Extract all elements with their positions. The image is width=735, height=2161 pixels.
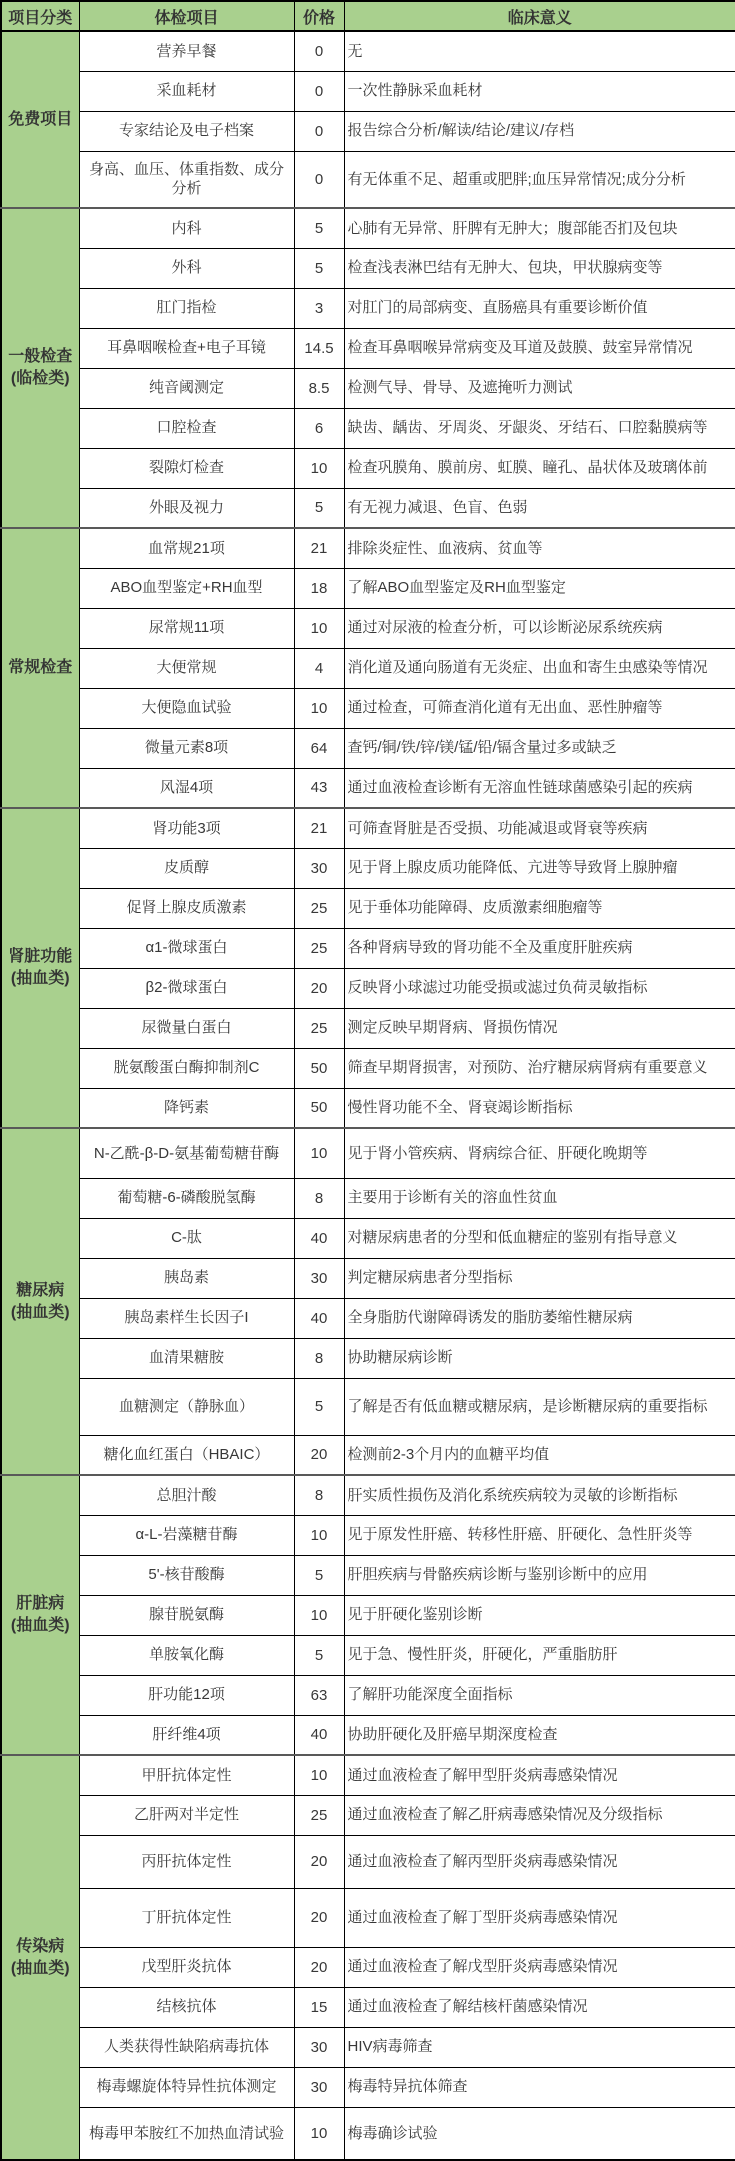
table-row bbox=[1, 1795, 735, 1835]
significance-cell: 消化道及通向肠道有无炎症、出血和寄生虫感染等情况 bbox=[344, 648, 735, 688]
table-row bbox=[1, 408, 735, 448]
price-cell: 8.5 bbox=[294, 368, 344, 408]
price-cell: 15 bbox=[294, 1987, 344, 2027]
significance-cell: 筛查早期肾损害，对预防、治疗糖尿病肾病有重要意义 bbox=[344, 1048, 735, 1088]
price-cell: 18 bbox=[294, 568, 344, 608]
price-cell: 5 bbox=[294, 208, 344, 248]
category-cell: 肾脏功能(抽血类) bbox=[1, 808, 79, 1128]
price-cell: 30 bbox=[294, 2067, 344, 2107]
significance-cell: 通过血液检查诊断有无溶血性链球菌感染引起的疾病 bbox=[344, 768, 735, 808]
table-row bbox=[1, 688, 735, 728]
price-cell: 4 bbox=[294, 648, 344, 688]
table-row bbox=[1, 1888, 735, 1947]
column-header-significance: 临床意义 bbox=[344, 1, 735, 31]
item-name-cell: 人类获得性缺陷病毒抗体 bbox=[79, 2027, 294, 2067]
significance-cell: 慢性肾功能不全、肾衰竭诊断指标 bbox=[344, 1088, 735, 1128]
price-cell: 0 bbox=[294, 71, 344, 111]
item-name-cell: 胰岛素 bbox=[79, 1258, 294, 1298]
significance-cell: 肝实质性损伤及消化系统疾病较为灵敏的诊断指标 bbox=[344, 1475, 735, 1515]
significance-cell: 对糖尿病患者的分型和低血糖症的鉴别有指导意义 bbox=[344, 1218, 735, 1258]
price-cell: 30 bbox=[294, 2027, 344, 2067]
item-name-cell: 外眼及视力 bbox=[79, 488, 294, 528]
significance-cell: 见于肾小管疾病、肾病综合征、肝硬化晚期等 bbox=[344, 1128, 735, 1178]
price-cell: 5 bbox=[294, 488, 344, 528]
item-name-cell: N-乙酰-β-D-氨基葡萄糖苷酶 bbox=[79, 1128, 294, 1178]
item-name-cell: 身高、血压、体重指数、成分分析 bbox=[79, 151, 294, 208]
significance-cell: 了解是否有低血糖或糖尿病，是诊断糖尿病的重要指标 bbox=[344, 1378, 735, 1435]
item-name-cell: 降钙素 bbox=[79, 1088, 294, 1128]
price-cell: 10 bbox=[294, 1755, 344, 1795]
significance-cell: HIV病毒筛查 bbox=[344, 2027, 735, 2067]
table-row bbox=[1, 1088, 735, 1128]
table-row bbox=[1, 1008, 735, 1048]
table-row bbox=[1, 151, 735, 208]
item-name-cell: 大便常规 bbox=[79, 648, 294, 688]
table-row bbox=[1, 288, 735, 328]
significance-cell: 主要用于诊断有关的溶血性贫血 bbox=[344, 1178, 735, 1218]
category-cell: 常规检查 bbox=[1, 528, 79, 808]
item-name-cell: 总胆汁酸 bbox=[79, 1475, 294, 1515]
price-cell: 10 bbox=[294, 688, 344, 728]
table-row bbox=[1, 1128, 735, 1178]
table-row bbox=[1, 568, 735, 608]
table-row bbox=[1, 71, 735, 111]
significance-cell: 报告综合分析/解读/结论/建议/存档 bbox=[344, 111, 735, 151]
table-row bbox=[1, 31, 735, 71]
significance-cell: 检查浅表淋巴结有无肿大、包块，甲状腺病变等 bbox=[344, 248, 735, 288]
table-row bbox=[1, 848, 735, 888]
table-row bbox=[1, 808, 735, 848]
price-cell: 0 bbox=[294, 151, 344, 208]
table-row bbox=[1, 208, 735, 248]
table-row bbox=[1, 2027, 735, 2067]
price-cell: 5 bbox=[294, 1555, 344, 1595]
price-cell: 0 bbox=[294, 31, 344, 71]
item-name-cell: 尿常规11项 bbox=[79, 608, 294, 648]
significance-cell: 见于急、慢性肝炎，肝硬化，严重脂肪肝 bbox=[344, 1635, 735, 1675]
item-name-cell: 外科 bbox=[79, 248, 294, 288]
significance-cell: 通过血液检查了解甲型肝炎病毒感染情况 bbox=[344, 1755, 735, 1795]
item-name-cell: 肝纤维4项 bbox=[79, 1715, 294, 1755]
price-cell: 50 bbox=[294, 1088, 344, 1128]
price-cell: 3 bbox=[294, 288, 344, 328]
price-cell: 50 bbox=[294, 1048, 344, 1088]
price-cell: 14.5 bbox=[294, 328, 344, 368]
table-row bbox=[1, 1435, 735, 1475]
price-cell: 25 bbox=[294, 1008, 344, 1048]
significance-cell: 测定反映早期肾病、肾损伤情况 bbox=[344, 1008, 735, 1048]
item-name-cell: 甲肝抗体定性 bbox=[79, 1755, 294, 1795]
item-name-cell: 丙肝抗体定性 bbox=[79, 1835, 294, 1888]
item-name-cell: 单胺氧化酶 bbox=[79, 1635, 294, 1675]
item-name-cell: 5'-核苷酸酶 bbox=[79, 1555, 294, 1595]
category-cell: 糖尿病(抽血类) bbox=[1, 1128, 79, 1475]
price-cell: 40 bbox=[294, 1298, 344, 1338]
price-cell: 40 bbox=[294, 1218, 344, 1258]
price-cell: 10 bbox=[294, 1515, 344, 1555]
category-cell: 免费项目 bbox=[1, 31, 79, 208]
category-cell: 一般检查(临检类) bbox=[1, 208, 79, 528]
item-name-cell: 尿微量白蛋白 bbox=[79, 1008, 294, 1048]
significance-cell: 有无视力减退、色盲、色弱 bbox=[344, 488, 735, 528]
significance-cell: 见于垂体功能障碍、皮质激素细胞瘤等 bbox=[344, 888, 735, 928]
table-row bbox=[1, 1048, 735, 1088]
significance-cell: 检查巩膜角、膜前房、虹膜、瞳孔、晶状体及玻璃体前 bbox=[344, 448, 735, 488]
item-name-cell: 乙肝两对半定性 bbox=[79, 1795, 294, 1835]
table-row bbox=[1, 111, 735, 151]
item-name-cell: 肛门指检 bbox=[79, 288, 294, 328]
table-row bbox=[1, 1947, 735, 1987]
table-row bbox=[1, 1515, 735, 1555]
table-row bbox=[1, 1987, 735, 2027]
price-cell: 6 bbox=[294, 408, 344, 448]
significance-cell: 了解肝功能深度全面指标 bbox=[344, 1675, 735, 1715]
price-cell: 20 bbox=[294, 1947, 344, 1987]
table-row bbox=[1, 728, 735, 768]
table-row bbox=[1, 968, 735, 1008]
item-name-cell: ABO血型鉴定+RH血型 bbox=[79, 568, 294, 608]
table-row bbox=[1, 1378, 735, 1435]
item-name-cell: 促肾上腺皮质激素 bbox=[79, 888, 294, 928]
price-cell: 10 bbox=[294, 608, 344, 648]
table-row bbox=[1, 328, 735, 368]
item-name-cell: 裂隙灯检查 bbox=[79, 448, 294, 488]
price-cell: 30 bbox=[294, 848, 344, 888]
item-name-cell: C-肽 bbox=[79, 1218, 294, 1258]
significance-cell: 判定糖尿病患者分型指标 bbox=[344, 1258, 735, 1298]
price-cell: 30 bbox=[294, 1258, 344, 1298]
significance-cell: 各种肾病导致的肾功能不全及重度肝脏疾病 bbox=[344, 928, 735, 968]
item-name-cell: 微量元素8项 bbox=[79, 728, 294, 768]
table-row bbox=[1, 1675, 735, 1715]
significance-cell: 肝胆疾病与骨骼疾病诊断与鉴别诊断中的应用 bbox=[344, 1555, 735, 1595]
price-cell: 8 bbox=[294, 1338, 344, 1378]
table-row bbox=[1, 2067, 735, 2107]
item-name-cell: 丁肝抗体定性 bbox=[79, 1888, 294, 1947]
price-cell: 10 bbox=[294, 1595, 344, 1635]
column-header-price: 价格 bbox=[294, 1, 344, 31]
item-name-cell: 血常规21项 bbox=[79, 528, 294, 568]
significance-cell: 通过血液检查了解结核杆菌感染情况 bbox=[344, 1987, 735, 2027]
item-name-cell: 梅毒甲苯胺红不加热血清试验 bbox=[79, 2107, 294, 2160]
significance-cell: 通过血液检查了解丁型肝炎病毒感染情况 bbox=[344, 1888, 735, 1947]
price-cell: 8 bbox=[294, 1178, 344, 1218]
significance-cell: 通过血液检查了解丙型肝炎病毒感染情况 bbox=[344, 1835, 735, 1888]
table-row bbox=[1, 1635, 735, 1675]
item-name-cell: 风湿4项 bbox=[79, 768, 294, 808]
item-name-cell: 腺苷脱氨酶 bbox=[79, 1595, 294, 1635]
table-row bbox=[1, 488, 735, 528]
price-cell: 20 bbox=[294, 1888, 344, 1947]
significance-cell: 反映肾小球滤过功能受损或滤过负荷灵敏指标 bbox=[344, 968, 735, 1008]
item-name-cell: 耳鼻咽喉检查+电子耳镜 bbox=[79, 328, 294, 368]
significance-cell: 通过血液检查了解乙肝病毒感染情况及分级指标 bbox=[344, 1795, 735, 1835]
item-name-cell: 胱氨酸蛋白酶抑制剂C bbox=[79, 1048, 294, 1088]
item-name-cell: 内科 bbox=[79, 208, 294, 248]
table-row bbox=[1, 1178, 735, 1218]
table-row bbox=[1, 368, 735, 408]
column-header-category: 项目分类 bbox=[1, 1, 79, 31]
significance-cell: 有无体重不足、超重或肥胖;血压异常情况;成分分析 bbox=[344, 151, 735, 208]
table-row bbox=[1, 1595, 735, 1635]
table-row bbox=[1, 1835, 735, 1888]
column-header-item: 体检项目 bbox=[79, 1, 294, 31]
significance-cell: 查钙/铜/铁/锌/镁/锰/铅/镉含量过多或缺乏 bbox=[344, 728, 735, 768]
table-row bbox=[1, 448, 735, 488]
header-row bbox=[1, 1, 735, 31]
price-cell: 20 bbox=[294, 1835, 344, 1888]
item-name-cell: 皮质醇 bbox=[79, 848, 294, 888]
table-row bbox=[1, 768, 735, 808]
significance-cell: 通过对尿液的检查分析，可以诊断泌尿系统疾病 bbox=[344, 608, 735, 648]
price-cell: 25 bbox=[294, 888, 344, 928]
price-cell: 21 bbox=[294, 528, 344, 568]
item-name-cell: 大便隐血试验 bbox=[79, 688, 294, 728]
price-cell: 10 bbox=[294, 448, 344, 488]
significance-cell: 缺齿、龋齿、牙周炎、牙龈炎、牙结石、口腔黏膜病等 bbox=[344, 408, 735, 448]
item-name-cell: 纯音阈测定 bbox=[79, 368, 294, 408]
significance-cell: 检测气导、骨导、及遮掩听力测试 bbox=[344, 368, 735, 408]
price-cell: 0 bbox=[294, 111, 344, 151]
significance-cell: 通过血液检查了解戊型肝炎病毒感染情况 bbox=[344, 1947, 735, 1987]
significance-cell: 通过检查，可筛查消化道有无出血、恶性肿瘤等 bbox=[344, 688, 735, 728]
price-cell: 40 bbox=[294, 1715, 344, 1755]
table-row bbox=[1, 608, 735, 648]
significance-cell: 排除炎症性、血液病、贫血等 bbox=[344, 528, 735, 568]
item-name-cell: 葡萄糖-6-磷酸脱氢酶 bbox=[79, 1178, 294, 1218]
significance-cell: 梅毒特异抗体筛查 bbox=[344, 2067, 735, 2107]
price-cell: 5 bbox=[294, 1635, 344, 1675]
significance-cell: 协助糖尿病诊断 bbox=[344, 1338, 735, 1378]
table-row bbox=[1, 1715, 735, 1755]
item-name-cell: α1-微球蛋白 bbox=[79, 928, 294, 968]
price-cell: 63 bbox=[294, 1675, 344, 1715]
significance-cell: 对肛门的局部病变、直肠癌具有重要诊断价值 bbox=[344, 288, 735, 328]
item-name-cell: 梅毒螺旋体特异性抗体测定 bbox=[79, 2067, 294, 2107]
table-row bbox=[1, 1555, 735, 1595]
item-name-cell: 肾功能3项 bbox=[79, 808, 294, 848]
table-row bbox=[1, 1338, 735, 1378]
item-name-cell: 专家结论及电子档案 bbox=[79, 111, 294, 151]
table-row bbox=[1, 1298, 735, 1338]
significance-cell: 见于肝硬化鉴别诊断 bbox=[344, 1595, 735, 1635]
table-row bbox=[1, 2107, 735, 2160]
price-cell: 43 bbox=[294, 768, 344, 808]
price-cell: 64 bbox=[294, 728, 344, 768]
significance-cell: 见于肾上腺皮质功能降低、亢进等导致肾上腺肿瘤 bbox=[344, 848, 735, 888]
item-name-cell: 血糖测定（静脉血） bbox=[79, 1378, 294, 1435]
item-name-cell: 血清果糖胺 bbox=[79, 1338, 294, 1378]
significance-cell: 梅毒确诊试验 bbox=[344, 2107, 735, 2160]
table-row bbox=[1, 648, 735, 688]
item-name-cell: 营养早餐 bbox=[79, 31, 294, 71]
price-cell: 5 bbox=[294, 1378, 344, 1435]
price-cell: 25 bbox=[294, 928, 344, 968]
table-row bbox=[1, 1755, 735, 1795]
category-cell: 肝脏病(抽血类) bbox=[1, 1475, 79, 1755]
table-row bbox=[1, 888, 735, 928]
table-row bbox=[1, 1218, 735, 1258]
price-cell: 20 bbox=[294, 1435, 344, 1475]
significance-cell: 可筛查肾脏是否受损、功能减退或肾衰等疾病 bbox=[344, 808, 735, 848]
significance-cell: 见于原发性肝癌、转移性肝癌、肝硬化、急性肝炎等 bbox=[344, 1515, 735, 1555]
significance-cell: 检查耳鼻咽喉异常病变及耳道及鼓膜、鼓室异常情况 bbox=[344, 328, 735, 368]
significance-cell: 协助肝硬化及肝癌早期深度检查 bbox=[344, 1715, 735, 1755]
item-name-cell: 胰岛素样生长因子I bbox=[79, 1298, 294, 1338]
item-name-cell: β2-微球蛋白 bbox=[79, 968, 294, 1008]
table-row bbox=[1, 528, 735, 568]
table-row bbox=[1, 1258, 735, 1298]
item-name-cell: 糖化血红蛋白（HBAIC） bbox=[79, 1435, 294, 1475]
significance-cell: 心肺有无异常、肝脾有无肿大；腹部能否扪及包块 bbox=[344, 208, 735, 248]
price-cell: 25 bbox=[294, 1795, 344, 1835]
price-cell: 10 bbox=[294, 2107, 344, 2160]
table-row bbox=[1, 248, 735, 288]
item-name-cell: 结核抗体 bbox=[79, 1987, 294, 2027]
significance-cell: 无 bbox=[344, 31, 735, 71]
price-cell: 5 bbox=[294, 248, 344, 288]
price-cell: 8 bbox=[294, 1475, 344, 1515]
item-name-cell: 肝功能12项 bbox=[79, 1675, 294, 1715]
price-cell: 20 bbox=[294, 968, 344, 1008]
table-row bbox=[1, 1475, 735, 1515]
price-cell: 10 bbox=[294, 1128, 344, 1178]
significance-cell: 了解ABO血型鉴定及RH血型鉴定 bbox=[344, 568, 735, 608]
category-cell: 传染病(抽血类) bbox=[1, 1755, 79, 2160]
item-name-cell: α-L-岩藻糖苷酶 bbox=[79, 1515, 294, 1555]
significance-cell: 一次性静脉采血耗材 bbox=[344, 71, 735, 111]
significance-cell: 全身脂肪代谢障碍诱发的脂肪萎缩性糖尿病 bbox=[344, 1298, 735, 1338]
item-name-cell: 采血耗材 bbox=[79, 71, 294, 111]
table-row bbox=[1, 928, 735, 968]
price-cell: 21 bbox=[294, 808, 344, 848]
significance-cell: 检测前2-3个月内的血糖平均值 bbox=[344, 1435, 735, 1475]
item-name-cell: 戊型肝炎抗体 bbox=[79, 1947, 294, 1987]
item-name-cell: 口腔检查 bbox=[79, 408, 294, 448]
